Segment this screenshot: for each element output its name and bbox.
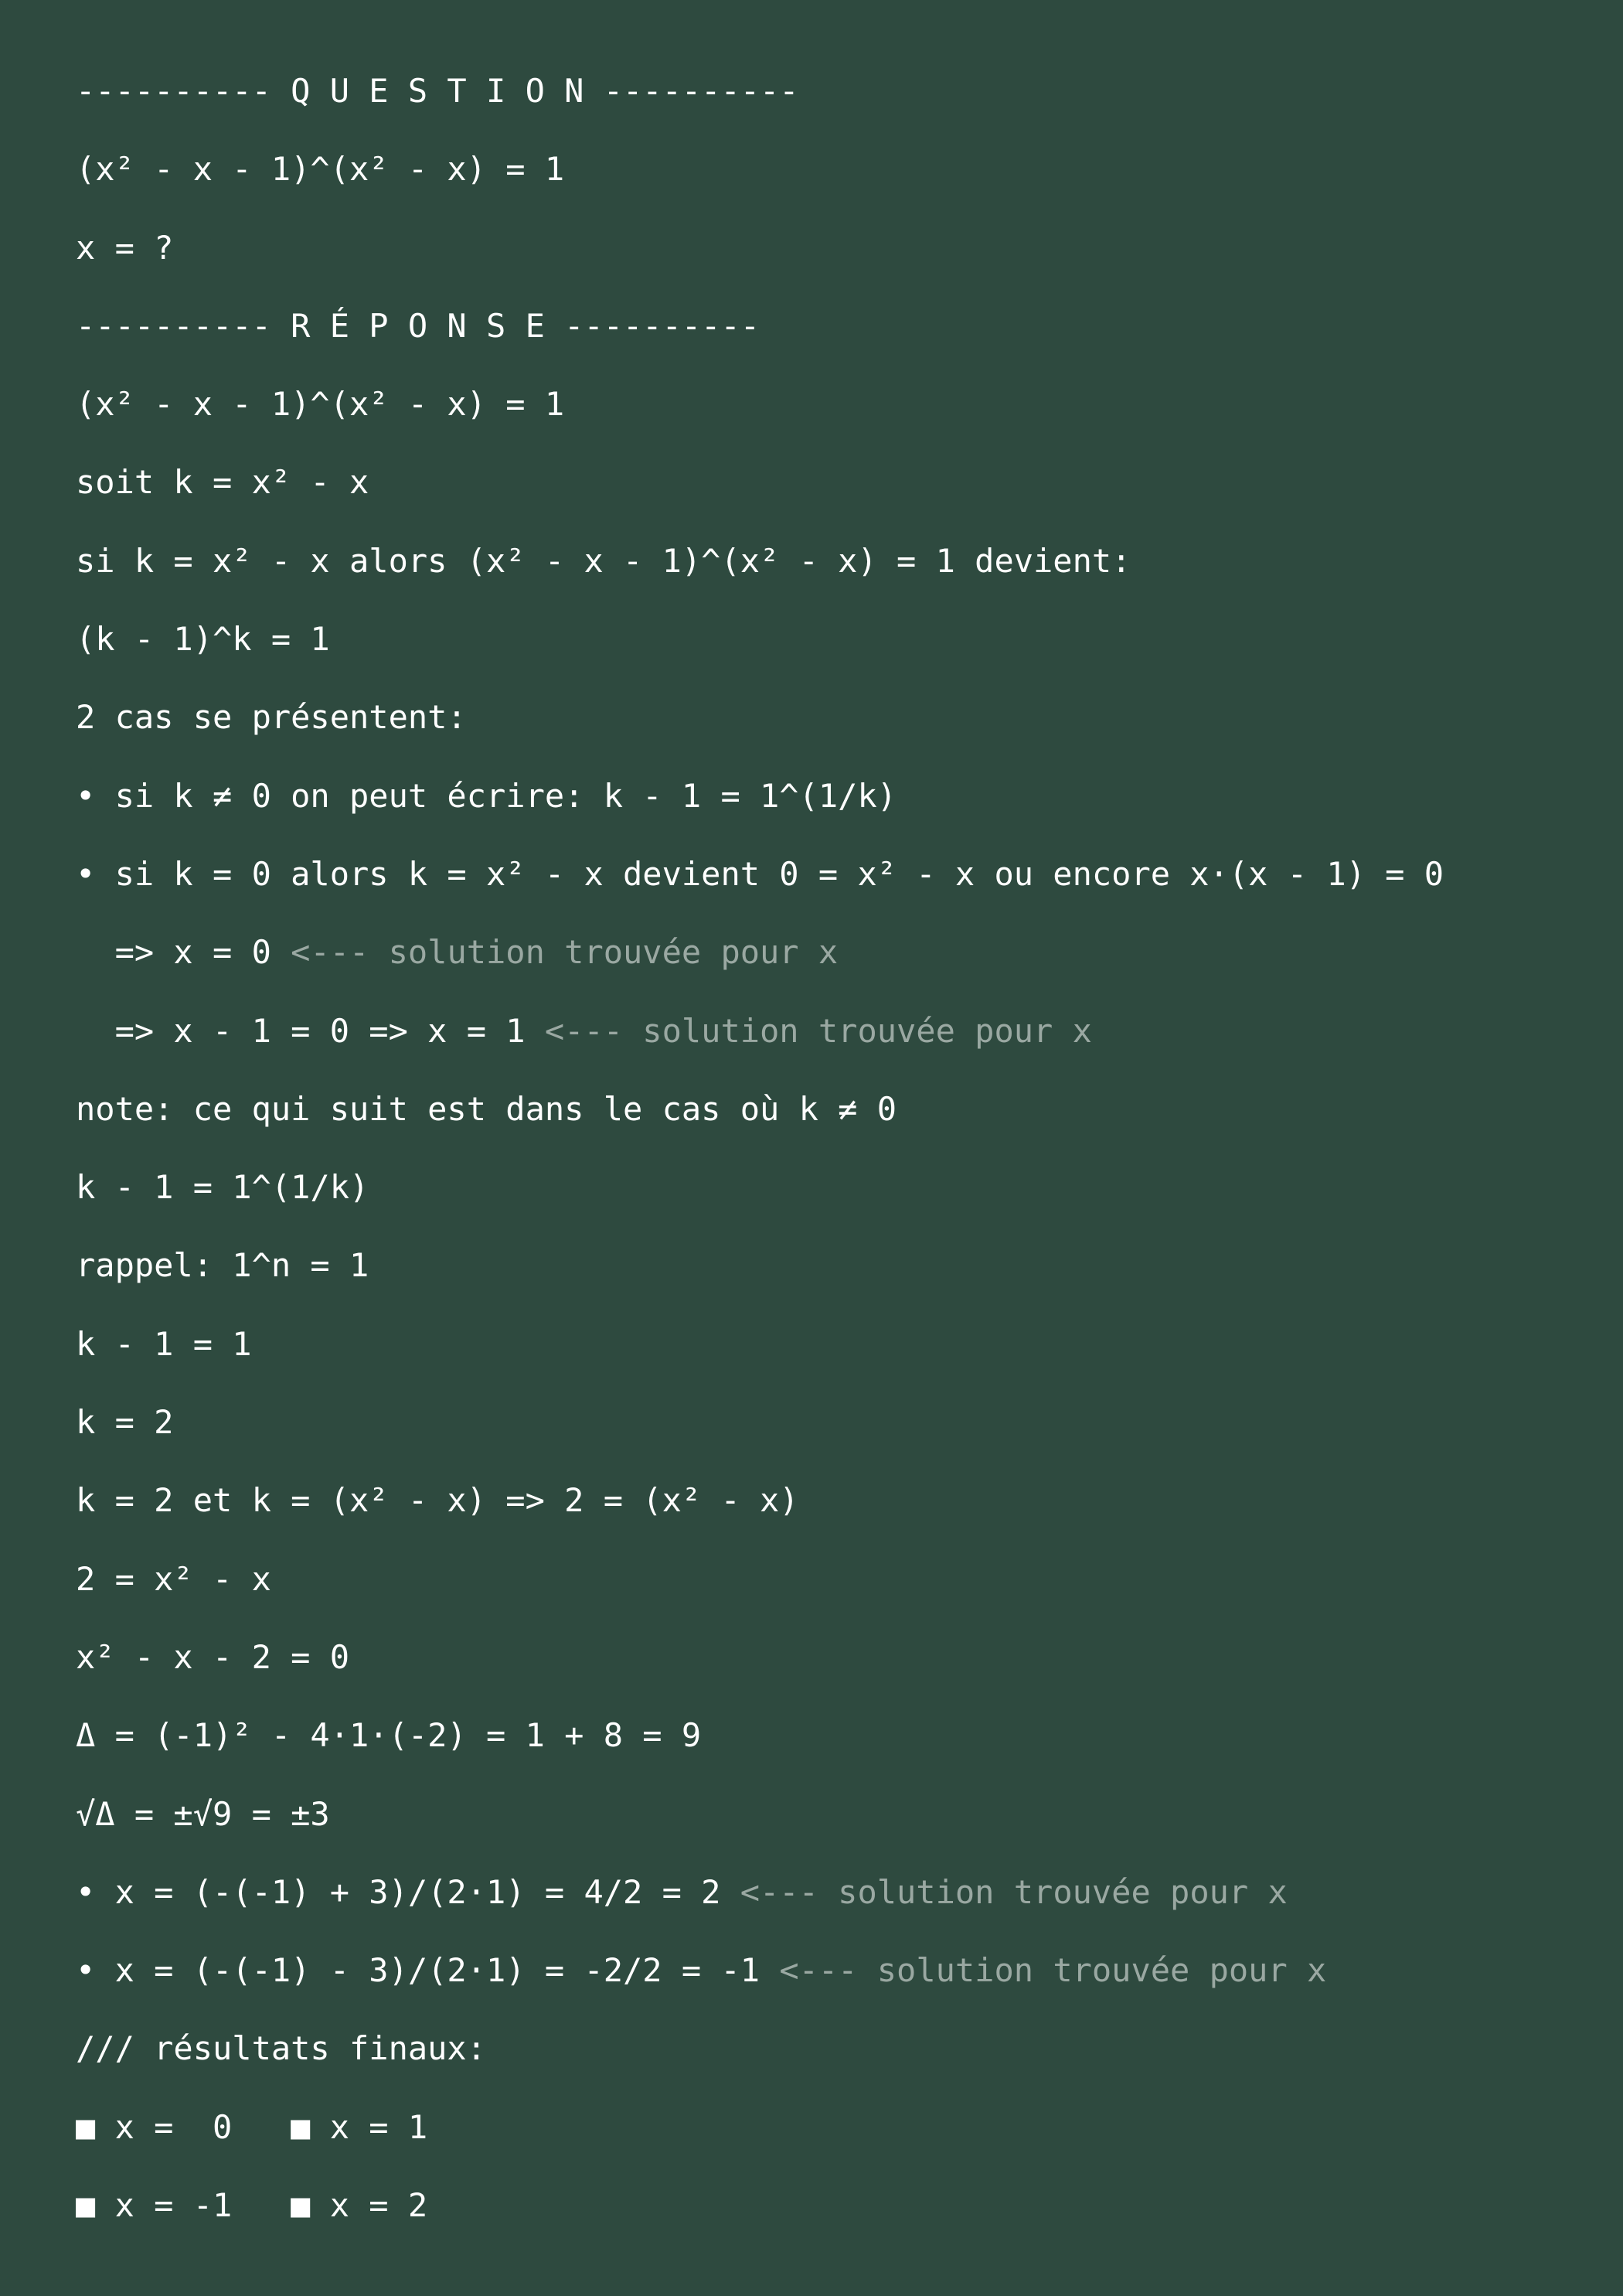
step-line: si k = x² - x alors (x² - x - 1)^(x² - x) = 1 devient: [76,541,1131,580]
question-prompt: x = ? [76,228,174,267]
question-equation: (x² - x - 1)^(x² - x) = 1 [76,150,565,189]
question-header: ---------- Q U E S T I O N ---------- [76,72,799,110]
step-line: k - 1 = 1 [76,1324,252,1363]
discriminant-line: Δ = (-1)² - 4·1·(-2) = 1 + 8 = 9 [76,1716,702,1755]
step-line: (x² - x - 1)^(x² - x) = 1 [76,385,565,424]
math-solution-board [76,68,1591,2260]
solution-text: • x = (-(-1) + 3)/(2·1) = 4/2 = 2 [76,1872,740,1911]
solution-text: => x = 0 [76,933,291,972]
case-zero-solution [76,929,1591,1007]
step-line: soit k = x² - x [76,463,369,502]
step-line: k - 1 = 1^(1/k) [76,1168,369,1207]
step-line: (k - 1)^k = 1 [76,620,330,659]
results-line: ■ x = -1 ■ x = 2 [76,2186,428,2225]
solution-note: <--- solution trouvée pour x [291,933,839,972]
step-line: x² - x - 2 = 0 [76,1637,350,1676]
solution-note: <--- solution trouvée pour x [779,1951,1327,1990]
step-line: k = 2 et k = (x² - x) => 2 = (x² - x) [76,1481,799,1520]
results-header: /// résultats finaux: [76,2029,487,2068]
root-solution [76,1869,1591,1947]
answer-header: ---------- R É P O N S E ---------- [76,306,760,345]
solution-text: • x = (-(-1) - 3)/(2·1) = -2/2 = -1 [76,1951,780,1990]
case-nonzero-bullet: • si k ≠ 0 on peut écrire: k - 1 = 1^(1/k) [76,776,897,815]
solution-note: <--- solution trouvée pour x [544,1011,1092,1050]
case-zero-solution [76,1008,1591,1086]
step-line: 2 = x² - x [76,1559,271,1598]
step-line: 2 cas se présentent: [76,698,467,737]
step-line: k = 2 [76,1403,174,1442]
solution-text: => x - 1 = 0 => x = 1 [76,1011,545,1050]
step-line: rappel: 1^n = 1 [76,1246,369,1285]
results-line: ■ x = 0 ■ x = 1 [76,2107,428,2146]
case-zero-bullet: • si k = 0 alors k = x² - x devient 0 = x² - x ou encore x·(x - 1) = 0 [76,854,1444,893]
solution-note: <--- solution trouvée pour x [740,1872,1288,1911]
root-solution [76,1947,1591,2025]
step-line: note: ce qui suit est dans le cas où k ≠ 0 [76,1089,897,1128]
sqrt-discriminant-line: √Δ = ±√9 = ±3 [76,1794,330,1833]
